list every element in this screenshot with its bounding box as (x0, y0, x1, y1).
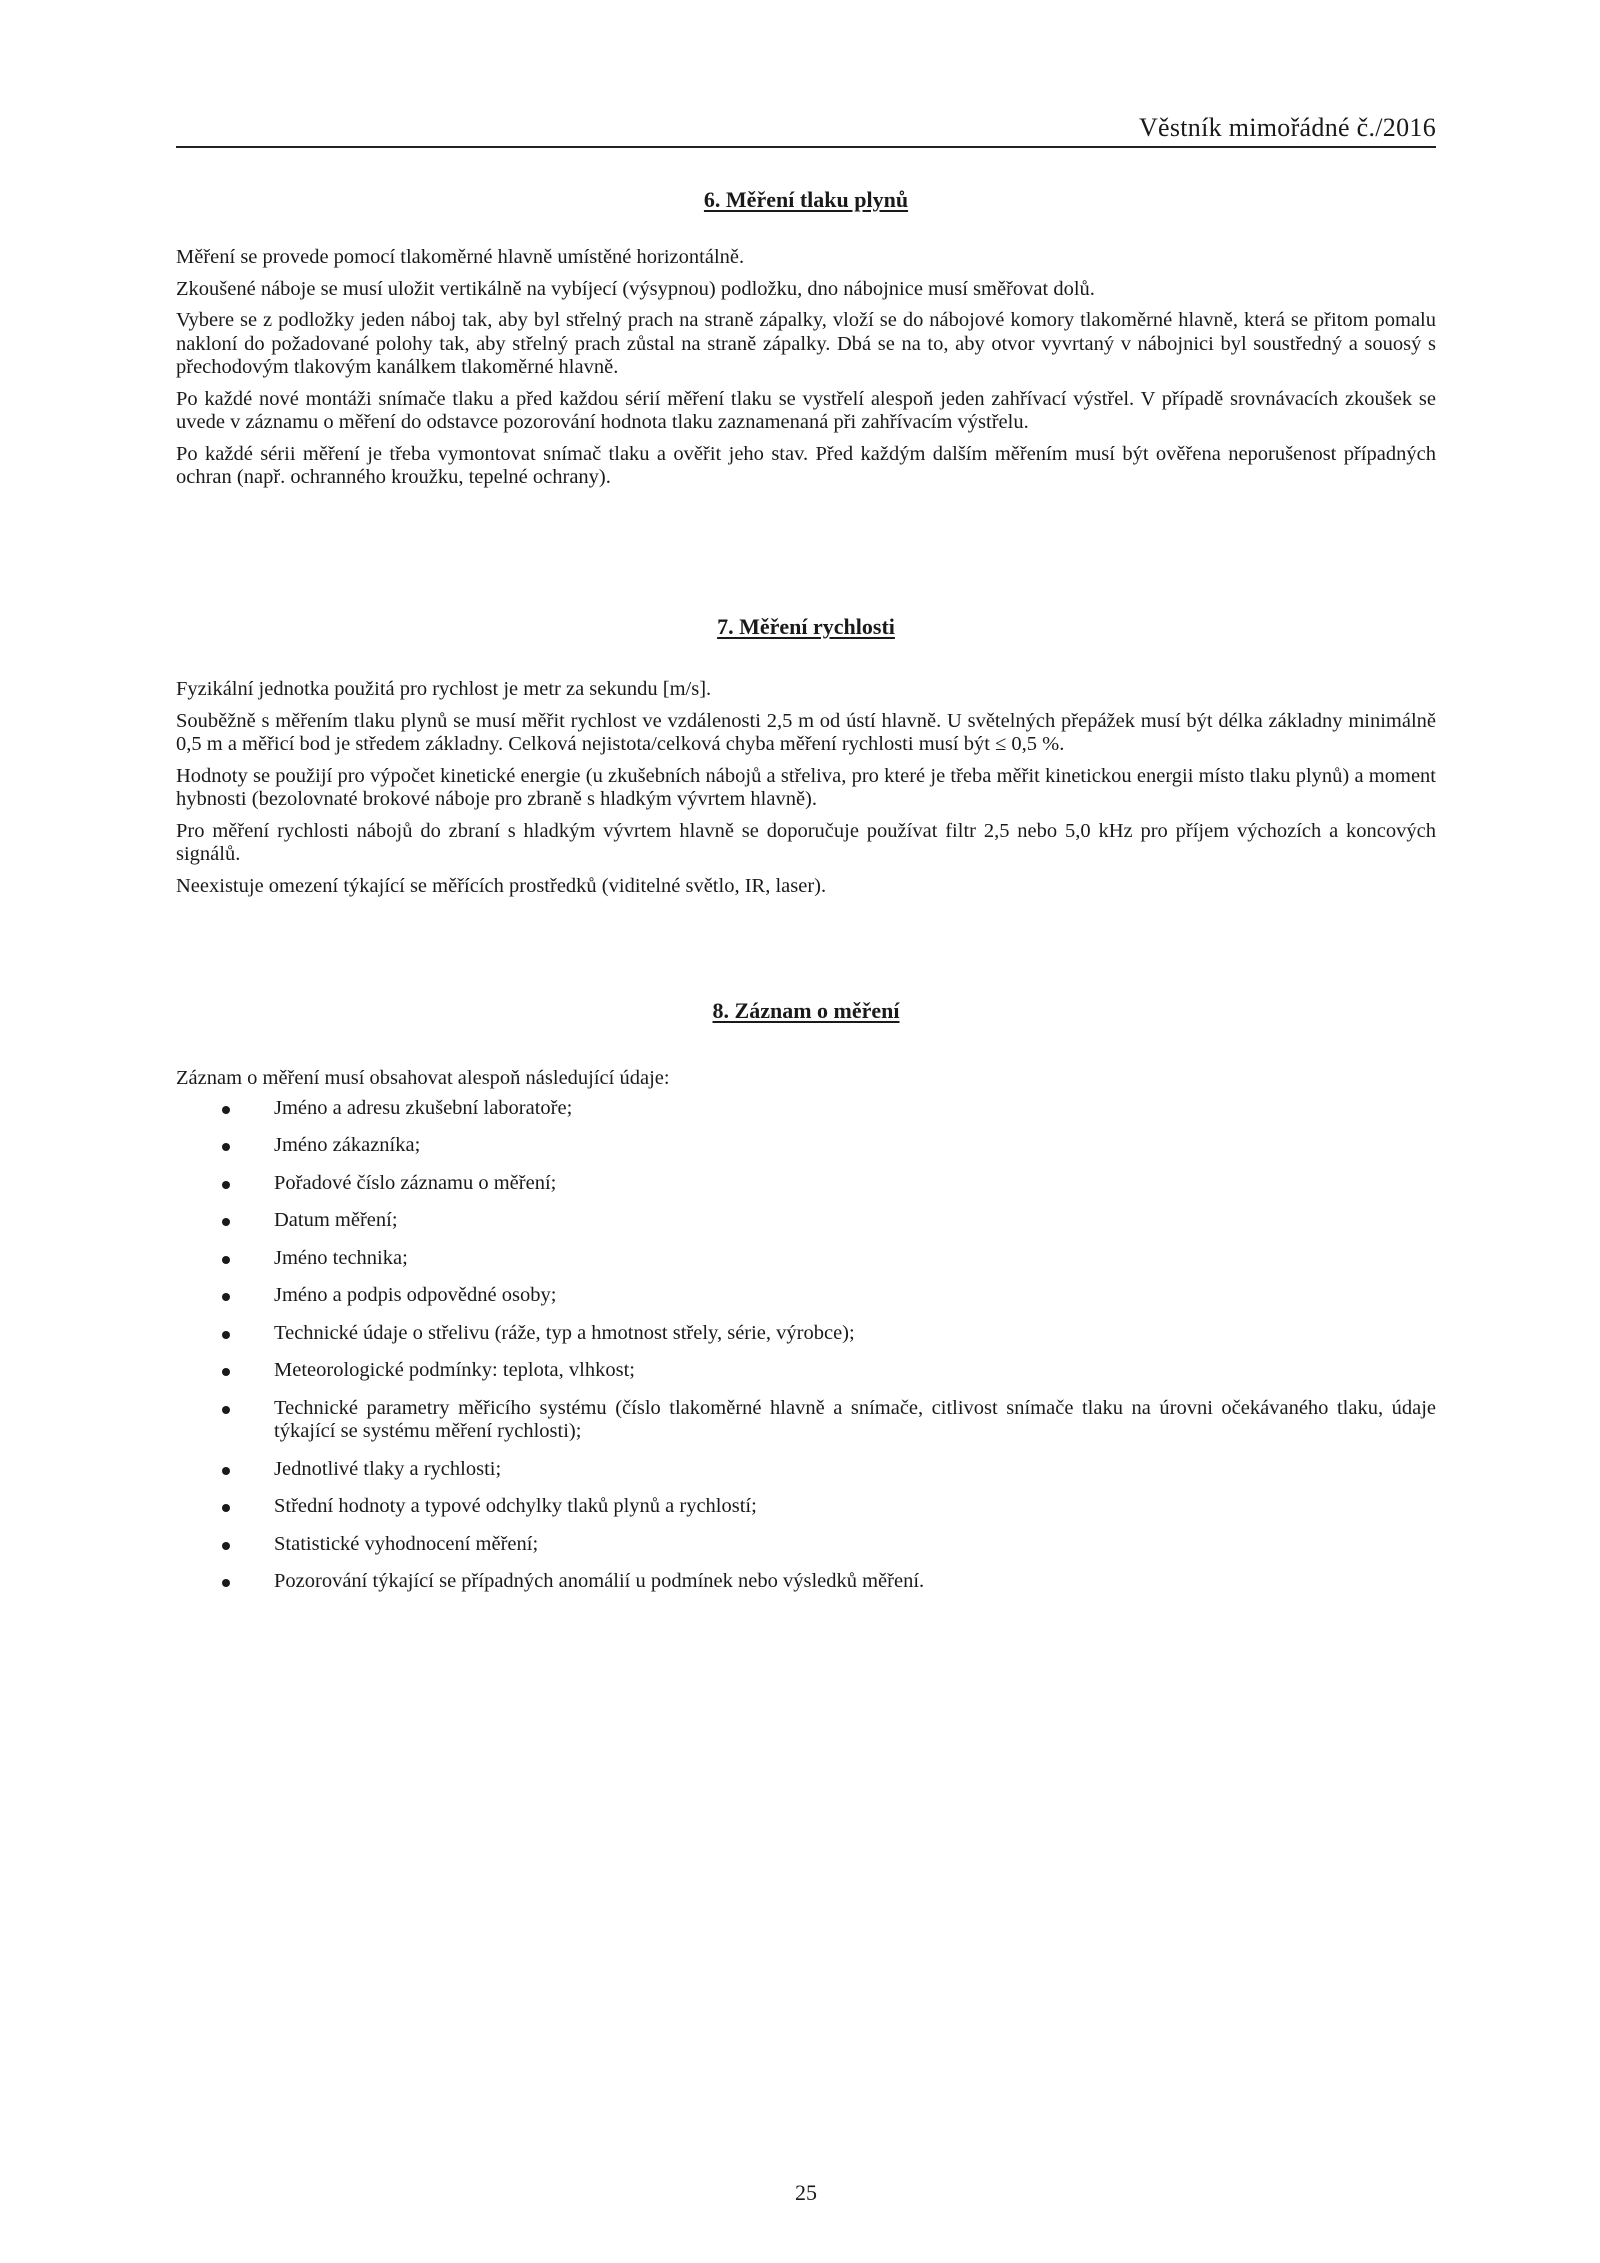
journal-title: Věstník mimořádné č./2016 (1138, 113, 1436, 142)
document-page (176, 0, 1436, 2263)
paragraph: Neexistuje omezení týkající se měřících prostředků (viditelné světlo, IR, laser). (176, 874, 827, 897)
paragraph: Pro měření rychlosti nábojů do zbraní s hladkým vývrtem hlavně se doporučuje používat filtr 2,5 nebo 5,0 kHz pro příjem výchozích a koncových signálů. (176, 819, 1436, 865)
list-item-text: Technické parametry měřicího systému (číslo tlakoměrné hlavně a snímače, citlivost snímače tlaku na úrovni očekávaného tlaku, údaje týkající se systému měření rychlosti); (274, 1396, 1436, 1442)
bullet-icon (222, 1467, 230, 1475)
paragraph: Fyzikální jednotka použitá pro rychlost je metr za sekundu [m/s]. (176, 678, 712, 700)
bullet-icon (222, 1293, 230, 1301)
list-item (176, 1209, 1436, 1233)
list-item-text: Jednotlivé tlaky a rychlosti; (274, 1457, 502, 1480)
section-title: 8. Záznam o měření (712, 998, 900, 1023)
bullet-icon (222, 1579, 230, 1587)
bullet-icon (222, 1181, 230, 1189)
list-item (176, 1533, 1436, 1557)
list-item-text: Datum měření; (274, 1209, 398, 1231)
list-item-text: Jméno a podpis odpovědné osoby; (274, 1284, 557, 1306)
list-item (176, 1284, 1436, 1308)
paragraph: Hodnoty se použijí pro výpočet kinetické energie (u zkušebních nábojů a střeliva, pro které je třeba měřit kinetickou energii místo tlaku plynů) a moment hybnosti (bezolovnaté brokové náboje pro zbraně s hladkým vývrtem hlavně). (176, 764, 1436, 810)
bullet-icon (222, 1106, 230, 1114)
list-item-text: Pozorování týkající se případných anomálií u podmínek nebo výsledků měření. (274, 1570, 925, 1592)
bullet-icon (222, 1368, 230, 1376)
bullet-icon (222, 1542, 230, 1550)
bullet-icon (222, 1256, 230, 1264)
record-items-list (176, 1097, 1436, 1594)
paragraph: Po každé sérii měření je třeba vymontovat snímač tlaku a ověřit jeho stav. Před každým dalším měřením musí být ověřena neporušenost případných ochran (např. ochranného kroužku, tepelné ochrany). (176, 442, 1436, 488)
list-item (176, 1172, 1436, 1196)
list-item-text: Meteorologické podmínky: teplota, vlhkost; (274, 1359, 635, 1381)
list-item-text: Statistické vyhodnocení měření; (274, 1532, 539, 1555)
bullet-icon (222, 1406, 230, 1414)
list-item (176, 1322, 1436, 1346)
list-item-text: Jméno technika; (274, 1246, 408, 1269)
paragraph: Měření se provede pomocí tlakoměrné hlavně umístěné horizontálně. (176, 246, 745, 268)
bullet-icon (222, 1331, 230, 1339)
section-velocity-measurement (176, 613, 1436, 906)
list-intro: Záznam o měření musí obsahovat alespoň následující údaje: (176, 1067, 670, 1089)
list-item-text: Jméno a adresu zkušební laboratoře; (274, 1096, 573, 1119)
section-pressure-measurement (176, 186, 1436, 498)
paragraph: Zkoušené náboje se musí uložit vertikálně na vybíjecí (výsypnou) podložku, dno nábojnice musí směřovat dolů. (176, 277, 1095, 300)
paragraph: Po každé nové montáži snímače tlaku a před každou sérií měření tlaku se vystřelí alespoň jeden zahřívací výstřel. V případě srovnávacích zkoušek se uvede v záznamu o měření do odstavce pozorování hodnota tlaku zaznamenaná při zahřívacím výstřelu. (176, 387, 1436, 433)
list-item (176, 1458, 1436, 1482)
bullet-icon (222, 1143, 230, 1151)
section-title: 6. Měření tlaku plynů (703, 187, 909, 212)
list-item-text: Pořadové číslo záznamu o měření; (274, 1171, 557, 1194)
list-item-text: Technické údaje o střelivu (ráže, typ a hmotnost střely, série, výrobce); (274, 1321, 855, 1344)
section-measurement-record (176, 997, 1436, 1608)
section-title: 7. Měření rychlosti (717, 614, 895, 639)
list-item-text: Jméno zákazníka; (274, 1134, 421, 1156)
list-item (176, 1247, 1436, 1271)
list-item (176, 1359, 1436, 1383)
list-item (176, 1097, 1436, 1121)
paragraph: Souběžně s měřením tlaku plynů se musí měřit rychlost ve vzdálenosti 2,5 m od ústí hlavně. U světelných přepážek musí být délka základny minimálně 0,5 m a měřicí bod je středem základny. Celková nejistota/celková chyba měření rychlosti musí být ≤ 0,5 %. (176, 709, 1436, 755)
page-number: 25 (795, 2180, 817, 2205)
list-item (176, 1570, 1436, 1594)
list-item (176, 1134, 1436, 1158)
bullet-icon (222, 1218, 230, 1226)
bullet-icon (222, 1504, 230, 1512)
list-item-text: Střední hodnoty a typové odchylky tlaků plynů a rychlostí; (274, 1495, 757, 1517)
list-item (176, 1495, 1436, 1519)
paragraph: Vybere se z podložky jeden náboj tak, aby byl střelný prach na straně zápalky, vloží se do nábojové komory tlakoměrné hlavně, která se přitom pomalu nakloní do požadované polohy tak, aby střelný prach zůstal na straně zápalky. Dbá se na to, aby otvor vyvrtaný v nábojnici byl soustředný a souosý s přechodovým tlakovým kanálkem tlakoměrné hlavně. (176, 309, 1436, 378)
list-item (176, 1397, 1436, 1444)
page-header (176, 110, 1436, 148)
